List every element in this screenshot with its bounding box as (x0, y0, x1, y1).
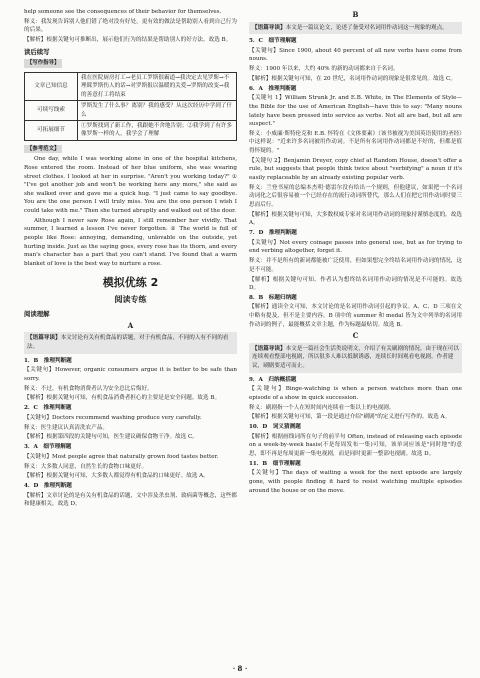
section-continuation-writing: 读后续写 (24, 47, 50, 56)
writing-guide-tag: 【写作指导】 (24, 59, 62, 68)
question-detail: 【解析】通读全文可知，本文讨论的是名词用作动词引起的争议。A、C、D 三项在文中略有提及，但不是主要内容。B 项中的 summer 和 medal 皆为文中列举的名词用作动词的例子，最能概括文章主题，作为标题最贴切。故选 B。 (249, 304, 462, 328)
table-cell-text: 罗斯发生了什么事？离别？我的感受？从这次经历中学到了什么 (78, 101, 237, 121)
reference-essay-tag: 【参考范文】 (24, 145, 62, 154)
question-detail: 释义：1900 年以来，大约 40% 的新的动词都来自于名词。 (249, 66, 399, 73)
question-detail: 释义：大多数人同意，自然生长的食物口味更好。 (24, 463, 148, 470)
question-detail: 释义：刷剧指一个人在短时间内连续看一集以上的电视剧。 (249, 404, 395, 411)
question-detail: 【关键句 1】William Strunk Jr. and E.B. White, in The Elements of Style—the Bible for the use of American English—have this to say: "Many nouns lately have been pressed into service as verbs. Not all are bad, but all are suspect." (249, 95, 462, 128)
question-detail: 【解析】文章讨论的是有关有机食品的话题，文中涉及杀虫剂、致病菌等概念，这些都和健康相关。故选 D。 (24, 492, 237, 508)
question-heading: 5．C 细节理解题 (249, 38, 297, 45)
passage-label-a: A (127, 320, 134, 330)
essay-paragraph-1: One day, while I was working alone in one of the hospital kitchens, Rose entered the room. Instead of her blue uniform, she was wearing street clothes. I looked at her in surprise. "Aren't you working today?" ① "I've got another job and won't be working here any more," she said as she walked over and gave me a quick hug. "I just came to say goodbye. You are the one person I will truly miss. You are the one person I wish I could take with me." Then she turned abruptly and walked out of the door. (24, 156, 237, 214)
question-detail: 【解析】根据画线词所在句子的前半句 Often, instead of releasing each episode on a week-by-week basis(不是每周发布一集)可知，该单词应该是"同时地"的意思，即不再是每周更新一集电视剧，而是同时更新一整部电视剧。故选 D。 (249, 433, 462, 457)
question-heading: 1．B 推理判断题 (24, 357, 72, 364)
question-detail: 释义：兰登书屋的总编本杰明·德雷尔没有给出一个规则，但他建议，如果把一个名词动词化之后很容易被一个已经存在的流行动词所替代，那么人们在把它用作动词时要三思而后行。 (249, 184, 462, 208)
passage-label-b: B (352, 10, 359, 19)
question-detail: 【解析】根据关键句可知，有机食品消费者担心的主要是是安全问题。故选 B。 (24, 395, 221, 402)
question-detail: 【关键句】Most people agree that naturally grown food tastes better. (24, 453, 219, 460)
question-detail: 释义：不过，有机食物消费者认为安全总比后悔好。 (24, 385, 153, 392)
question-detail: 【解析】根据关键句可知，第一段是通过介绍"刷剧"的定义进行写作的。故选 A。 (249, 414, 451, 421)
question-heading: 11．B 细节理解题 (249, 460, 301, 467)
practice-title: 模拟优练 2 (102, 276, 159, 290)
table-cell-text: 我在医院厨房打工→老员工罗斯很霸道→我决定去见罗斯→不理睬罗斯伤人的话→对罗斯报以温暖的关爱→罗斯的改变→我的善意打工将结束 (78, 72, 237, 100)
question-detail: 【关键句】However, organic consumers argue it is better to be safe than sorry. (24, 367, 237, 382)
question-heading: 9．A 归纳概括题 (249, 376, 297, 383)
table-cell-label: 文章已知信息 (25, 72, 78, 100)
question-detail: 【关键句】Not every coinage passes into general use, but as for trying to end verbing altogether, forget it. (249, 239, 462, 255)
table-row (25, 120, 237, 140)
table-cell-text: ①罗斯找到了新工作，我跟她不舍地告别；②我学到了有许多像罗斯一样的人，我学会了理解 (78, 120, 237, 140)
question-detail: 【关键句】Binge-watching is when a person watches more than one episode of a show in quick succession. (249, 386, 462, 401)
passage-guide-c (249, 343, 462, 373)
section-reading-comprehension: 阅读理解 (24, 310, 50, 319)
table-row (25, 72, 237, 100)
left-column (24, 8, 237, 510)
question-heading: 6．A 推理判断题 (249, 85, 297, 92)
table-row (25, 101, 237, 121)
question-detail: 【关键句】The days of waiting a week for the next episode are largely gone, with people finding it hard to resist watching multiple episodes around the house or on the move. (249, 470, 462, 494)
table-cell-label: 可拓展细节 (25, 120, 78, 140)
guide-text: 本文讨论有关有机食品的话题，对于有机食品，不同的人有不同的看法。 (27, 335, 229, 351)
page-number: · 8 · (232, 664, 248, 673)
right-column (249, 8, 462, 496)
question-detail: 释义：并不是所有的新词都能被广泛使用，但如果想完全终结名词用作动词的情况，这是不可能。 (249, 258, 462, 273)
practice-subtitle: 阅读专练 (114, 295, 147, 305)
question-heading: 7．D 推理判断题 (249, 230, 297, 237)
guide-label: 【语篇导读】 (252, 24, 286, 31)
question-heading: 10．D 词义猜测题 (249, 424, 301, 431)
guide-label: 【语篇导读】 (27, 335, 61, 342)
guide-text: 本文是一篇议论文，论述了备受对名词用作动词这一现象的观点。 (285, 24, 448, 31)
passage-label-c: C (352, 331, 359, 341)
intro-english: help someone see the consequences of their behavior for themselves. (24, 9, 222, 15)
question-heading: 3．A 细节理解题 (24, 444, 72, 451)
question-detail: 【解析】根据关键句可知，大多数人都觉得有机食品的口味更好。故选 A。 (24, 473, 209, 480)
intro-chinese: 释义：我发现告诉别人他们错了绝对没有好处，更有效的做法是帮助别人看到自己行为的后果。 (24, 18, 237, 34)
guide-text: 本文是一篇社会生活类说明文，介绍了有关刷剧的情况。由于现在可以连续观看整部电视剧，所以很多人难以抵制诱惑，连续长时间观看电视剧。作者建议，刷剧要适可而止。 (252, 345, 459, 370)
table-cell-label: 可续写线索 (25, 101, 78, 121)
question-detail: 【解析】根据第四段的关键句可知，医生建议确保食物干净。故选 C。 (24, 434, 198, 441)
essay-paragraph-2: Although I never saw Rose again, I still remember her vividly. That summer, I learned a lesson I've never forgotten. ② The world is full of people like Rose: annoying, demanding, unlovable on the outside, yet hurting inside. Just as the saying goes, every rose has its thorn, and every man's character has a part that you can't stand. I've found that a warm blanket of love is the best way to nurture a rose. (24, 217, 237, 267)
intro-note: 【解析】根据关键句可推断出，展示他们行为的结果是帮助别人的好方法。故选 B。 (24, 37, 232, 44)
question-detail: 【关键句 2】Benjamin Dreyer, copy chief at Random House, doesn't offer a rule, but suggests that people think twice about "verbifying" a noun if it's easily replaceable by an already existing popular verb. (249, 157, 462, 182)
question-heading: 8．B 标题归纳题 (249, 294, 297, 301)
question-detail: 【解析】根据关键句可知，作者认为想终结名词用作动词的情况是不可能的。故选 D。 (249, 276, 462, 292)
guide-label: 【语篇导读】 (252, 345, 286, 352)
question-detail: 【关键句】Doctors recommend washing produce very carefully. (24, 414, 202, 421)
passage-guide-b (249, 22, 462, 35)
question-heading: 2．C 推理判断题 (24, 405, 72, 412)
passage-guide-a (24, 332, 237, 353)
question-detail: 释义：医生建议认真清洗农产品。 (24, 424, 108, 431)
question-detail: 释义：小威廉·斯特伦克和 E.B. 怀特在《文体要素》（该书被视为美国英语使用的圣经）中这样说："近来许多名词被用作动词。不是所有名词用作动词都是不好的，但都是值得怀疑的。" (249, 130, 462, 155)
question-detail: 【关键句】Since 1900, about 40 percent of all new verbs have come from nouns. (249, 47, 462, 63)
question-detail: 【解析】根据关键句可知，在 20 世纪，名词用作动词的现象是很常见的。故选 C。 (249, 75, 456, 82)
question-detail: 【解析】根据关键句可知，大多数权威专家对名词用作动词的现象持谨慎态度的。故选 A。 (249, 211, 462, 227)
writing-guide-table (24, 72, 237, 141)
question-heading: 4．D 推理判断题 (24, 483, 72, 490)
